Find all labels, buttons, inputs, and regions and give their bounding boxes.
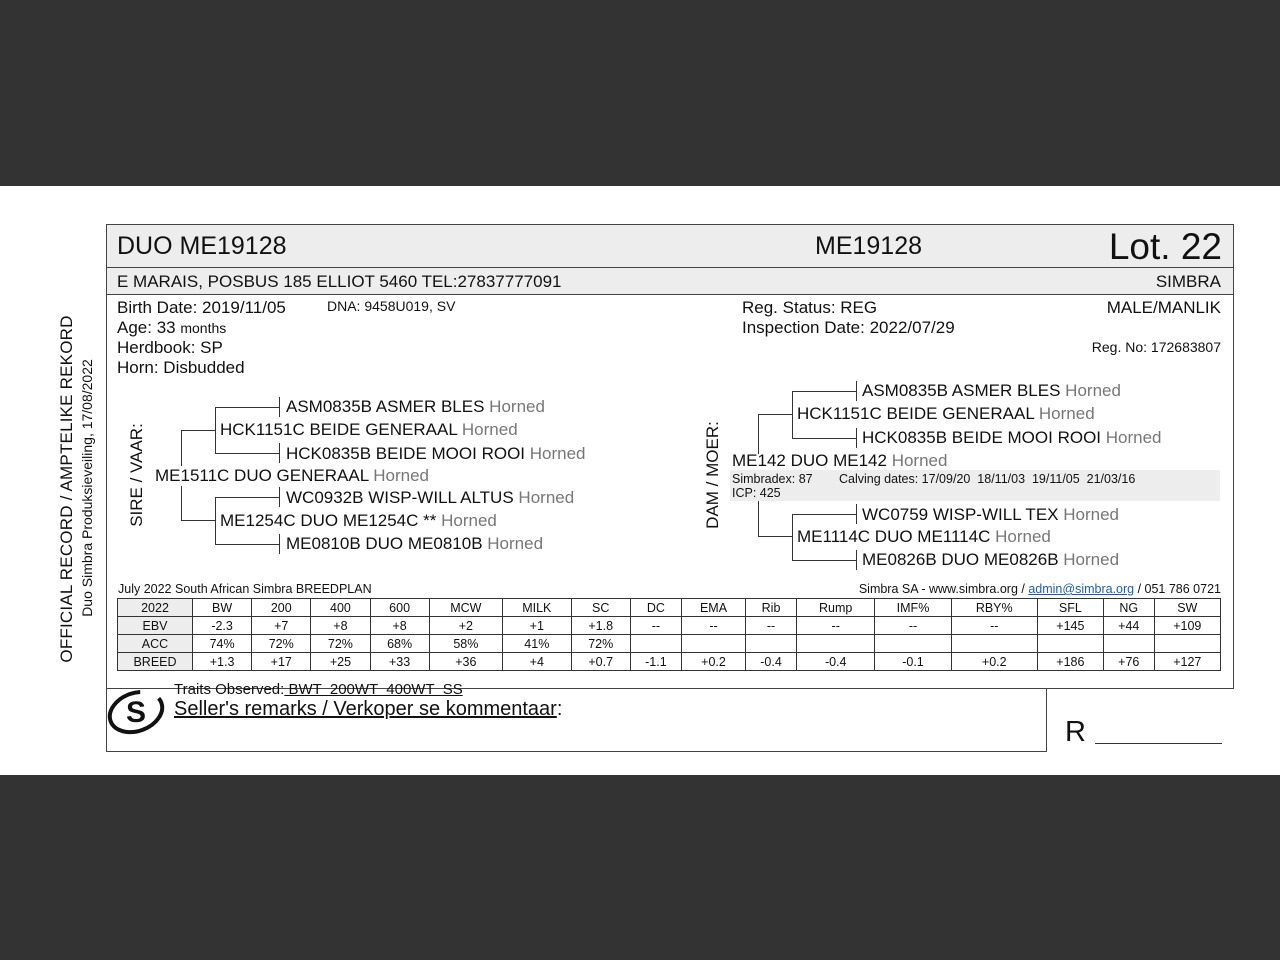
ebv-cell: +8 — [370, 617, 429, 635]
ebv-cell: +8 — [311, 617, 370, 635]
ebv-cell: +44 — [1104, 617, 1155, 635]
ebv-column-header: DC — [630, 599, 681, 617]
ebv-header-row — [118, 599, 1221, 617]
dam-sire-tick-b — [856, 428, 857, 448]
ebv-cell: 41% — [503, 635, 572, 653]
ebv-column-header: IMF% — [875, 599, 951, 617]
ebv-column-header: Rump — [797, 599, 875, 617]
age-value: Age: 33 — [117, 318, 176, 337]
price-field-line[interactable] — [1095, 743, 1222, 744]
ebv-cell: 72% — [571, 635, 630, 653]
ebv-cell: -- — [875, 617, 951, 635]
dam-sire-bottom — [792, 438, 856, 439]
ebv-cell: -2.3 — [193, 617, 252, 635]
sale-name-label: Duo Simbra Produksieveiling, 17/08/2022 — [79, 359, 95, 617]
sire-dam-tick-b — [279, 534, 280, 554]
ebv-column-header: Rib — [745, 599, 796, 617]
sire-dam-bottom — [215, 544, 279, 545]
ebv-row-label: ACC — [118, 635, 193, 653]
reg-status: Reg. Status: REG — [742, 298, 878, 317]
ebv-cell: -0.1 — [875, 653, 951, 671]
dam-sire-tick-a — [856, 381, 857, 401]
ebv-cell: +145 — [1037, 617, 1103, 635]
ebv-column-header: MCW — [429, 599, 502, 617]
dam-sire-dam: HCK0835B BEIDE MOOI ROOI Horned — [862, 428, 1162, 447]
sire-bracket-bottom — [181, 520, 215, 521]
ebv-cell — [797, 635, 875, 653]
ebv-cell: -0.4 — [797, 653, 875, 671]
ebv-column-header: 200 — [252, 599, 311, 617]
simbra-logo — [106, 686, 166, 736]
ebv-cell — [951, 635, 1037, 653]
ebv-column-header: SW — [1154, 599, 1220, 617]
ebv-column-header: NG — [1104, 599, 1155, 617]
sex: MALE/MANLIK — [1106, 298, 1221, 317]
dam-sire-bracket — [792, 391, 793, 439]
dam-dam-top — [792, 514, 856, 515]
ebv-cell: +1 — [503, 617, 572, 635]
ebv-cell: +36 — [429, 653, 502, 671]
ebv-cell: +17 — [252, 653, 311, 671]
ebv-cell: 74% — [193, 635, 252, 653]
ebv-cell: +33 — [370, 653, 429, 671]
ebv-cell: +109 — [1154, 617, 1220, 635]
ebv-cell: 72% — [252, 635, 311, 653]
ebv-cell: +186 — [1037, 653, 1103, 671]
inspection-date: Inspection Date: 2022/07/29 — [742, 318, 955, 337]
ebv-cell — [875, 635, 951, 653]
sire-label: SIRE / VAAR: — [127, 423, 146, 527]
ebv-cell: 72% — [311, 635, 370, 653]
logo-letter: S — [125, 696, 147, 729]
dam-bracket-lower-bottom — [758, 536, 792, 537]
dam-icp: ICP: 425 — [732, 486, 781, 500]
ebv-cell: +76 — [1104, 653, 1155, 671]
ebv-cell — [1154, 635, 1220, 653]
ebv-cell: 58% — [429, 635, 502, 653]
ebv-cell — [1104, 635, 1155, 653]
ebv-cell — [682, 635, 746, 653]
sire-dam-sire: WC0932B WISP-WILL ALTUS Horned — [286, 488, 575, 507]
dam-sire-sire: ASM0835B ASMER BLES Horned — [862, 381, 1121, 400]
sire-sire-tick-b — [279, 443, 280, 463]
ebv-column-header: EMA — [682, 599, 746, 617]
dam-dam-bottom — [792, 560, 856, 561]
ebv-column-header: MILK — [503, 599, 572, 617]
breed-name: SIMBRA — [1155, 272, 1221, 291]
ebv-column-header: RBY% — [951, 599, 1037, 617]
ebv-cell: +1.8 — [571, 617, 630, 635]
animal-name: DUO ME19128 — [117, 232, 287, 260]
sire-dam-bracket — [215, 497, 216, 545]
ebv-cell: -0.4 — [745, 653, 796, 671]
sire-dam-dam: ME0810B DUO ME0810B Horned — [286, 534, 544, 553]
horn-status: Horn: Disbudded — [117, 358, 245, 377]
dam-calving-dates: Calving dates: 17/09/20 18/11/03 19/11/05 21/03/16 — [839, 472, 1136, 486]
contact-prefix: Simbra SA - www.simbra.org / — [858, 582, 1029, 596]
ebv-row-label: 2022 — [118, 599, 193, 617]
ebv-column-header: 400 — [311, 599, 370, 617]
remarks-label: Seller's remarks / Verkoper se kommentaar — [174, 698, 557, 720]
traits-label: Traits Observed: — [174, 681, 285, 698]
ebv-cell: -- — [797, 617, 875, 635]
ebv-cell: +25 — [311, 653, 370, 671]
animal-id: ME19128 — [815, 232, 923, 260]
ebv-cell: -- — [951, 617, 1037, 635]
official-record-label: OFFICIAL RECORD / AMPTELIKE REKORD — [57, 315, 76, 663]
herdbook: Herdbook: SP — [117, 338, 223, 357]
birth-date: Birth Date: 2019/11/05 — [117, 298, 286, 317]
sire-bracket-top — [181, 430, 215, 431]
ebv-cell — [630, 635, 681, 653]
age — [117, 318, 226, 338]
ebv-row — [118, 653, 1221, 671]
ebv-cell: +0.7 — [571, 653, 630, 671]
dam-dam-bracket — [792, 514, 793, 561]
sire-sire-tick-a — [279, 397, 280, 417]
ebv-cell: -- — [682, 617, 746, 635]
sire-dam: ME1254C DUO ME1254C ** Horned — [220, 511, 497, 530]
ebv-cell: +4 — [503, 653, 572, 671]
ebv-cell — [1037, 635, 1103, 653]
ebv-row-label: BREED — [118, 653, 193, 671]
sire-sire-sire: ASM0835B ASMER BLES Horned — [286, 397, 545, 416]
ebv-cell: -- — [630, 617, 681, 635]
dam-bracket-upper-top — [758, 414, 792, 415]
sire-sire-top — [215, 407, 279, 408]
traits-observed — [174, 681, 463, 698]
ebv-cell: +1.3 — [193, 653, 252, 671]
ebv-column-header: BW — [193, 599, 252, 617]
ebv-row — [118, 635, 1221, 653]
dna-info: DNA: 9458U019, SV — [327, 298, 456, 314]
ebv-column-header: SFL — [1037, 599, 1103, 617]
sire-sire-dam: HCK0835B BEIDE MOOI ROOI Horned — [286, 444, 586, 463]
traits-value: BWT 200WT 400WT SS — [284, 681, 463, 698]
contact-suffix: / 051 786 0721 — [1134, 582, 1221, 596]
ebv-cell: -- — [745, 617, 796, 635]
ebv-cell: +7 — [252, 617, 311, 635]
dam-dam-sire: WC0759 WISP-WILL TEX Horned — [862, 505, 1119, 524]
ebv-cell: +0.2 — [951, 653, 1037, 671]
sire-dam-tick-a — [279, 487, 280, 507]
ebv-cell: -1.1 — [630, 653, 681, 671]
dam-sire-top — [792, 391, 856, 392]
ebv-row-label: EBV — [118, 617, 193, 635]
dam-bracket-upper — [758, 414, 759, 454]
dam-dam-dam: ME0826B DUO ME0826B Horned — [862, 550, 1120, 569]
lot-number: Lot. 22 — [1108, 226, 1222, 267]
seller-remarks: Seller's remarks / Verkoper se kommentaar: — [174, 698, 563, 720]
sire-dam-top — [215, 497, 279, 498]
dam-sire: HCK1151C BEIDE GENERAAL Horned — [797, 404, 1095, 423]
sire-sire-bracket — [215, 407, 216, 454]
dam-dam-tick-a — [856, 504, 857, 524]
age-unit: months — [180, 320, 227, 336]
ebv-table — [117, 598, 1221, 671]
sire-sire-bottom — [215, 453, 279, 454]
dam-dam-tick-b — [856, 550, 857, 570]
ebv-cell — [745, 635, 796, 653]
ebv-cell: +127 — [1154, 653, 1220, 671]
dam-dam: ME1114C DUO ME1114C Horned — [797, 527, 1051, 546]
owner-address: E MARAIS, POSBUS 185 ELLIOT 5460 TEL:27837777091 — [117, 272, 562, 291]
email-link[interactable]: admin@simbra.org — [1028, 582, 1135, 596]
price-label: R — [1065, 716, 1086, 748]
dam-simbradex: Simbradex: 87 — [732, 472, 813, 486]
ebv-row — [118, 617, 1221, 635]
ebv-column-header: 600 — [370, 599, 429, 617]
ebv-cell: 68% — [370, 635, 429, 653]
breedplan-caption: July 2022 South African Simbra BREEDPLAN — [118, 582, 372, 596]
ebv-cell: +0.2 — [682, 653, 746, 671]
ebv-column-header: SC — [571, 599, 630, 617]
dam-label: DAM / MOER: — [703, 421, 722, 529]
dam-bracket-lower — [758, 500, 759, 537]
ebv-cell: +2 — [429, 617, 502, 635]
sire-sire: HCK1151C BEIDE GENERAAL Horned — [220, 420, 518, 439]
sire-name: ME1511C DUO GENERAAL Horned — [155, 466, 430, 485]
contact-line — [859, 582, 1221, 596]
dam-name: ME142 DUO ME142 Horned — [732, 451, 948, 470]
reg-number: Reg. No: 172683807 — [1091, 339, 1221, 355]
